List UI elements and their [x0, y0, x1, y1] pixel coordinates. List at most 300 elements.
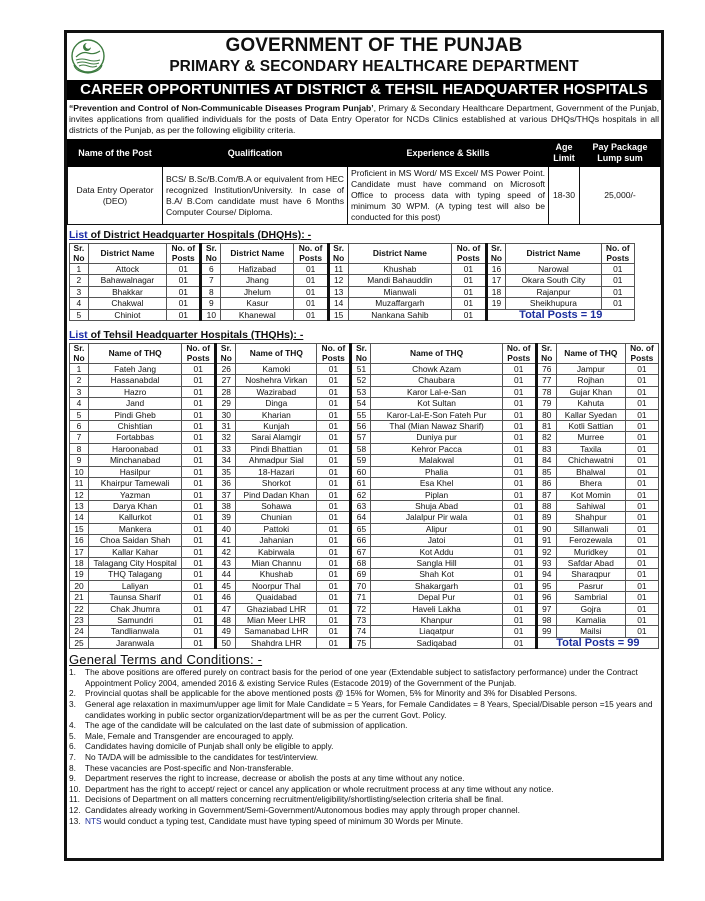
posts-count: 01 — [167, 275, 201, 286]
sr-no: 22 — [70, 603, 89, 614]
thq-name: Esa Khel — [371, 478, 502, 489]
sr-no: 20 — [70, 580, 89, 591]
sr-no: 70 — [351, 580, 371, 591]
posts-count: 01 — [502, 398, 536, 409]
posts-count: 01 — [294, 264, 328, 275]
posts-count: 01 — [182, 569, 216, 580]
sr-no-header: Sr. No — [70, 344, 89, 364]
table-row — [70, 580, 659, 591]
term-text: Candidates having domicile of Punjab shall only be eligible to apply. — [85, 741, 334, 752]
sr-no: 96 — [536, 592, 556, 603]
district-name: Jhang — [221, 275, 294, 286]
thq-name: Jampur — [556, 364, 625, 375]
posts-count: 01 — [182, 592, 216, 603]
thq-name: Chowk Azam — [371, 364, 502, 375]
sr-no: 14 — [328, 298, 348, 309]
sr-no: 34 — [216, 455, 236, 466]
header-post: Name of the Post — [68, 140, 163, 167]
sr-no: 43 — [216, 557, 236, 568]
thq-name: Kamoki — [236, 364, 317, 375]
term-item — [69, 688, 659, 699]
posts-count: 01 — [182, 557, 216, 568]
posts-count: 01 — [502, 592, 536, 603]
posts-count: 01 — [452, 309, 486, 320]
sr-no: 54 — [351, 398, 371, 409]
thq-name: Haveli Lakha — [371, 603, 502, 614]
sr-no: 68 — [351, 557, 371, 568]
term-text: The age of the candidate will be calculated on the last date of submission of application. — [85, 720, 408, 731]
posts-count: 01 — [317, 580, 351, 591]
posts-count: 01 — [625, 523, 658, 534]
posts-count: 01 — [502, 421, 536, 432]
sr-no: 5 — [70, 409, 89, 420]
posts-count: 01 — [182, 421, 216, 432]
intro-paragraph — [67, 100, 661, 139]
district-name: Muzaffargarh — [348, 298, 452, 309]
district-name: Hafizabad — [221, 264, 294, 275]
sr-no: 57 — [351, 432, 371, 443]
posts-count: 01 — [317, 421, 351, 432]
term-text: These vacancies are Post-specific and Non-transferable. — [85, 762, 294, 773]
posts-count: 01 — [625, 466, 658, 477]
posts-count: 01 — [317, 569, 351, 580]
sr-no: 16 — [70, 535, 89, 546]
table-row — [70, 455, 659, 466]
sr-no: 85 — [536, 466, 556, 477]
district-name-header: District Name — [221, 244, 294, 264]
posts-header: No. of Posts — [625, 344, 658, 364]
sr-no: 87 — [536, 489, 556, 500]
district-name-header: District Name — [88, 244, 166, 264]
posts-count: 01 — [502, 432, 536, 443]
posts-count: 01 — [502, 512, 536, 523]
thq-name: Alipur — [371, 523, 502, 534]
sr-no: 13 — [328, 286, 348, 297]
thq-name: Ferozewala — [556, 535, 625, 546]
thq-name: Liaqatpur — [371, 626, 502, 637]
thq-name: Rojhan — [556, 375, 625, 386]
sr-no: 35 — [216, 466, 236, 477]
thq-name: Shah Kot — [371, 569, 502, 580]
thq-name: Chunian — [236, 512, 317, 523]
district-name: Khushab — [348, 264, 452, 275]
thq-name: Pindi Gheb — [89, 409, 182, 420]
thq-name: Jahanian — [236, 535, 317, 546]
sr-no: 48 — [216, 614, 236, 625]
district-name: Nankana Sahib — [348, 309, 452, 320]
posts-count: 01 — [625, 409, 658, 420]
district-name: Sheikhupura — [506, 298, 601, 309]
posts-count: 01 — [182, 603, 216, 614]
sr-no: 11 — [328, 264, 348, 275]
sr-no: 26 — [216, 364, 236, 375]
posts-count: 01 — [167, 264, 201, 275]
thq-name: Laliyan — [89, 580, 182, 591]
posts-count: 01 — [502, 637, 536, 648]
term-item — [69, 699, 659, 720]
table-row — [70, 298, 635, 309]
posts-count: 01 — [182, 614, 216, 625]
thq-name: Jaranwala — [89, 637, 182, 648]
sr-no: 81 — [536, 421, 556, 432]
thq-name: Fortabbas — [89, 432, 182, 443]
table-row — [70, 432, 659, 443]
sr-no: 97 — [536, 603, 556, 614]
thq-name: Sadiqabad — [371, 637, 502, 648]
thq-name: Fateh Jang — [89, 364, 182, 375]
district-name: Bhakkar — [88, 286, 166, 297]
thq-name: 18-Hazari — [236, 466, 317, 477]
sr-no: 58 — [351, 443, 371, 454]
sr-no: 89 — [536, 512, 556, 523]
thq-name: Phalia — [371, 466, 502, 477]
posts-count: 01 — [452, 264, 486, 275]
sr-no: 23 — [70, 614, 89, 625]
thq-name: Jalalpur Pir wala — [371, 512, 502, 523]
term-item — [69, 720, 659, 731]
posts-count: 01 — [625, 557, 658, 568]
term-text: Candidates already working in Government/Semi-Government/Autonomous bodies may apply through proper channel. — [85, 804, 520, 815]
sr-no: 45 — [216, 580, 236, 591]
term-text: Provincial quotas shall be applicable for the above mentioned posts @ 15% for Women, 5% for Minority and 3% for Disabled Persons. — [85, 688, 578, 699]
sr-no: 25 — [70, 637, 89, 648]
sr-no: 95 — [536, 580, 556, 591]
thq-name: Taunsa Sharif — [89, 592, 182, 603]
term-number: 13. — [69, 815, 81, 826]
thq-name: Kehror Pacca — [371, 443, 502, 454]
posts-count: 01 — [182, 432, 216, 443]
sr-no: 13 — [70, 500, 89, 511]
sr-no: 18 — [70, 557, 89, 568]
district-name: Jhelum — [221, 286, 294, 297]
table-row — [70, 286, 635, 297]
posts-count: 01 — [182, 500, 216, 511]
table-row — [70, 523, 659, 534]
posts-count: 01 — [317, 386, 351, 397]
posts-count: 01 — [317, 455, 351, 466]
sr-no: 76 — [536, 364, 556, 375]
thq-name: Thal (Mian Nawaz Sharif) — [371, 421, 502, 432]
posts-header: No. of Posts — [601, 244, 634, 264]
posts-count: 01 — [167, 298, 201, 309]
posts-count: 01 — [452, 298, 486, 309]
post-eligibility-table — [67, 139, 661, 225]
posts-count: 01 — [317, 557, 351, 568]
posts-count: 01 — [625, 421, 658, 432]
posts-count: 01 — [182, 466, 216, 477]
sr-no: 56 — [351, 421, 371, 432]
sr-no: 14 — [70, 512, 89, 523]
advertisement-sheet — [64, 30, 664, 861]
sr-no: 92 — [536, 546, 556, 557]
sr-no: 17 — [486, 275, 506, 286]
posts-count: 01 — [502, 500, 536, 511]
thq-name: Sharaqpur — [556, 569, 625, 580]
posts-count: 01 — [625, 478, 658, 489]
sr-no: 16 — [486, 264, 506, 275]
term-number: 3. — [69, 698, 76, 709]
term-item — [69, 731, 659, 742]
sr-no: 73 — [351, 614, 371, 625]
sr-no: 71 — [351, 592, 371, 603]
table-row — [70, 512, 659, 523]
posts-count: 01 — [625, 443, 658, 454]
thq-name-header: Name of THQ — [236, 344, 317, 364]
sr-no-header: Sr. No — [201, 244, 221, 264]
term-item — [69, 805, 659, 816]
table-row — [70, 592, 659, 603]
posts-count: 01 — [182, 523, 216, 534]
program-name: “Prevention and Control of Non-Communicable Diseases Program Punjab’ — [69, 103, 374, 113]
sr-no: 6 — [70, 421, 89, 432]
sr-no: 10 — [70, 466, 89, 477]
sr-no: 59 — [351, 455, 371, 466]
thq-name: Khushab — [236, 569, 317, 580]
thq-name: Sarai Alamgir — [236, 432, 317, 443]
posts-count: 01 — [625, 535, 658, 546]
posts-count: 01 — [452, 275, 486, 286]
sr-no-header: Sr. No — [216, 344, 236, 364]
district-name-header: District Name — [348, 244, 452, 264]
thq-name: Ghaziabad LHR — [236, 603, 317, 614]
posts-header: No. of Posts — [294, 244, 328, 264]
term-number: 11. — [69, 794, 80, 805]
sr-no: 52 — [351, 375, 371, 386]
thq-name: Kunjah — [236, 421, 317, 432]
thq-name: Hasilpur — [89, 466, 182, 477]
sr-no: 21 — [70, 592, 89, 603]
thq-name: Pind Dadan Khan — [236, 489, 317, 500]
post-name: Data Entry Operator (DEO) — [68, 167, 163, 225]
thq-name: Shuja Abad — [371, 500, 502, 511]
district-name: Chakwal — [88, 298, 166, 309]
sr-no: 7 — [70, 432, 89, 443]
thq-name: Haroonabad — [89, 443, 182, 454]
dhq-list-link[interactable]: List — [69, 229, 88, 241]
sr-no: 4 — [70, 398, 89, 409]
posts-count: 01 — [317, 626, 351, 637]
thq-name: Murree — [556, 432, 625, 443]
sr-no: 36 — [216, 478, 236, 489]
term-number: 6. — [69, 741, 76, 752]
posts-count: 01 — [167, 309, 201, 320]
posts-count: 01 — [625, 614, 658, 625]
posts-count: 01 — [182, 580, 216, 591]
thq-name: Kallar Syedan — [556, 409, 625, 420]
table-row — [70, 275, 635, 286]
posts-count: 01 — [317, 512, 351, 523]
sr-no-header: Sr. No — [351, 344, 371, 364]
term-number: 2. — [69, 688, 76, 699]
thq-name: Malakwal — [371, 455, 502, 466]
posts-count: 01 — [182, 546, 216, 557]
posts-count: 01 — [182, 375, 216, 386]
thq-name: Dinga — [236, 398, 317, 409]
sr-no: 29 — [216, 398, 236, 409]
sr-no: 63 — [351, 500, 371, 511]
posts-count: 01 — [625, 500, 658, 511]
sr-no: 46 — [216, 592, 236, 603]
sr-no: 24 — [70, 626, 89, 637]
table-row — [70, 626, 659, 637]
sr-no: 72 — [351, 603, 371, 614]
term-number: 7. — [69, 751, 76, 762]
table-row — [70, 535, 659, 546]
sr-no: 53 — [351, 386, 371, 397]
sr-no: 55 — [351, 409, 371, 420]
posts-count: 01 — [502, 455, 536, 466]
term-text: Department has the right to accept/ reject or cancel any application or whole recruitment process at any time without any notice. — [85, 783, 554, 794]
thq-name: Safdar Abad — [556, 557, 625, 568]
table-row — [70, 489, 659, 500]
sr-no: 80 — [536, 409, 556, 420]
posts-count: 01 — [317, 500, 351, 511]
posts-count: 01 — [625, 364, 658, 375]
thq-name: Tandlianwala — [89, 626, 182, 637]
thq-list-link[interactable]: List — [69, 329, 88, 342]
thq-name: Sillanwali — [556, 523, 625, 534]
posts-count: 01 — [317, 398, 351, 409]
posts-count: 01 — [625, 592, 658, 603]
sr-no: 75 — [351, 637, 371, 648]
posts-count: 01 — [502, 409, 536, 420]
sr-no: 38 — [216, 500, 236, 511]
posts-count: 01 — [182, 364, 216, 375]
total-posts: Total Posts = 99 — [536, 637, 658, 648]
term-item — [69, 667, 659, 688]
table-row — [70, 409, 659, 420]
thq-name: Kallurkot — [89, 512, 182, 523]
posts-count: 01 — [317, 466, 351, 477]
posts-header: No. of Posts — [502, 344, 536, 364]
thq-name: Kamalia — [556, 614, 625, 625]
intro-text: , Primary & Secondary Healthcare Department, Government of the Punjab, invites applications from qualified individuals for the posts of Data Entry Operator for NCDs Clinics established at various DHQs/THQs hospitals in all districts of the Punjab, as per the following eligibility criteria. — [69, 103, 659, 135]
district-name: Chiniot — [88, 309, 166, 320]
sr-no: 93 — [536, 557, 556, 568]
table-row — [70, 569, 659, 580]
sr-no: 41 — [216, 535, 236, 546]
posts-count: 01 — [502, 546, 536, 557]
sr-no: 3 — [70, 386, 89, 397]
sr-no: 88 — [536, 500, 556, 511]
sr-no-header: Sr. No — [536, 344, 556, 364]
posts-count: 01 — [502, 569, 536, 580]
table-row — [70, 603, 659, 614]
sr-no: 61 — [351, 478, 371, 489]
table-row — [70, 478, 659, 489]
sr-no: 42 — [216, 546, 236, 557]
table-row — [68, 167, 661, 225]
sr-no: 5 — [70, 309, 89, 320]
thq-name: Kharian — [236, 409, 317, 420]
posts-count: 01 — [502, 557, 536, 568]
page-title: GOVERNMENT OF THE PUNJAB — [225, 35, 523, 56]
table-row — [70, 398, 659, 409]
dhq-section-title: List of District Headquarter Hospitals (DHQHs): - — [69, 229, 312, 241]
term-item — [69, 741, 659, 752]
sr-no: 82 — [536, 432, 556, 443]
sr-no: 39 — [216, 512, 236, 523]
thq-name: Noshehra Virkan — [236, 375, 317, 386]
sr-no: 77 — [536, 375, 556, 386]
department-name: PRIMARY & SECONDARY HEALTHCARE DEPARTMENT — [169, 58, 579, 75]
sr-no: 90 — [536, 523, 556, 534]
posts-count: 01 — [182, 512, 216, 523]
posts-count: 01 — [601, 298, 634, 309]
posts-count: 01 — [502, 443, 536, 454]
posts-count: 01 — [317, 603, 351, 614]
thq-name: Sohawa — [236, 500, 317, 511]
thq-name: Taxila — [556, 443, 625, 454]
term-number: 9. — [69, 773, 76, 784]
sr-no: 6 — [201, 264, 221, 275]
posts-count: 01 — [625, 398, 658, 409]
term-text: NTS would conduct a typing test, Candidate must have typing speed of minimum 30 Words per Minute. — [85, 815, 464, 826]
sr-no: 15 — [328, 309, 348, 320]
posts-count: 01 — [625, 432, 658, 443]
thq-name: Pattoki — [236, 523, 317, 534]
table-row — [70, 546, 659, 557]
sr-no: 17 — [70, 546, 89, 557]
sr-no: 10 — [201, 309, 221, 320]
thq-name: Mian Meer LHR — [236, 614, 317, 625]
nts-label: NTS — [85, 815, 102, 826]
sr-no: 44 — [216, 569, 236, 580]
posts-count: 01 — [317, 489, 351, 500]
posts-count: 01 — [502, 466, 536, 477]
sr-no: 19 — [70, 569, 89, 580]
posts-count: 01 — [317, 546, 351, 557]
posts-count: 01 — [625, 626, 658, 637]
posts-count: 01 — [317, 375, 351, 386]
term-item — [69, 763, 659, 774]
thq-name-header: Name of THQ — [556, 344, 625, 364]
header — [67, 33, 661, 80]
term-item — [69, 816, 659, 827]
age-limit: 18-30 — [549, 167, 580, 225]
table-row — [70, 264, 635, 275]
table-row — [70, 500, 659, 511]
term-item — [69, 752, 659, 763]
table-row — [70, 386, 659, 397]
posts-count: 01 — [182, 398, 216, 409]
thq-name: Jatoi — [371, 535, 502, 546]
sr-no: 50 — [216, 637, 236, 648]
sr-no: 9 — [201, 298, 221, 309]
posts-count: 01 — [182, 409, 216, 420]
thq-name: THQ Talagang — [89, 569, 182, 580]
sr-no: 8 — [70, 443, 89, 454]
thq-name: Yazman — [89, 489, 182, 500]
thq-name: Duniya pur — [371, 432, 502, 443]
posts-count: 01 — [317, 443, 351, 454]
table-row — [70, 614, 659, 625]
posts-count: 01 — [601, 286, 634, 297]
thq-name: Samanabad LHR — [236, 626, 317, 637]
term-text: No TA/DA will be admissible to the candidates for test/interview. — [85, 751, 319, 762]
table-row — [70, 375, 659, 386]
header-age: Age Limit — [549, 140, 580, 167]
posts-count: 01 — [317, 614, 351, 625]
thq-name: Mian Channu — [236, 557, 317, 568]
term-number: 1. — [69, 667, 76, 678]
thq-name: Sangla Hill — [371, 557, 502, 568]
posts-count: 01 — [625, 569, 658, 580]
posts-count: 01 — [317, 535, 351, 546]
sr-no: 1 — [70, 264, 89, 275]
posts-count: 01 — [317, 523, 351, 534]
table-row — [70, 443, 659, 454]
